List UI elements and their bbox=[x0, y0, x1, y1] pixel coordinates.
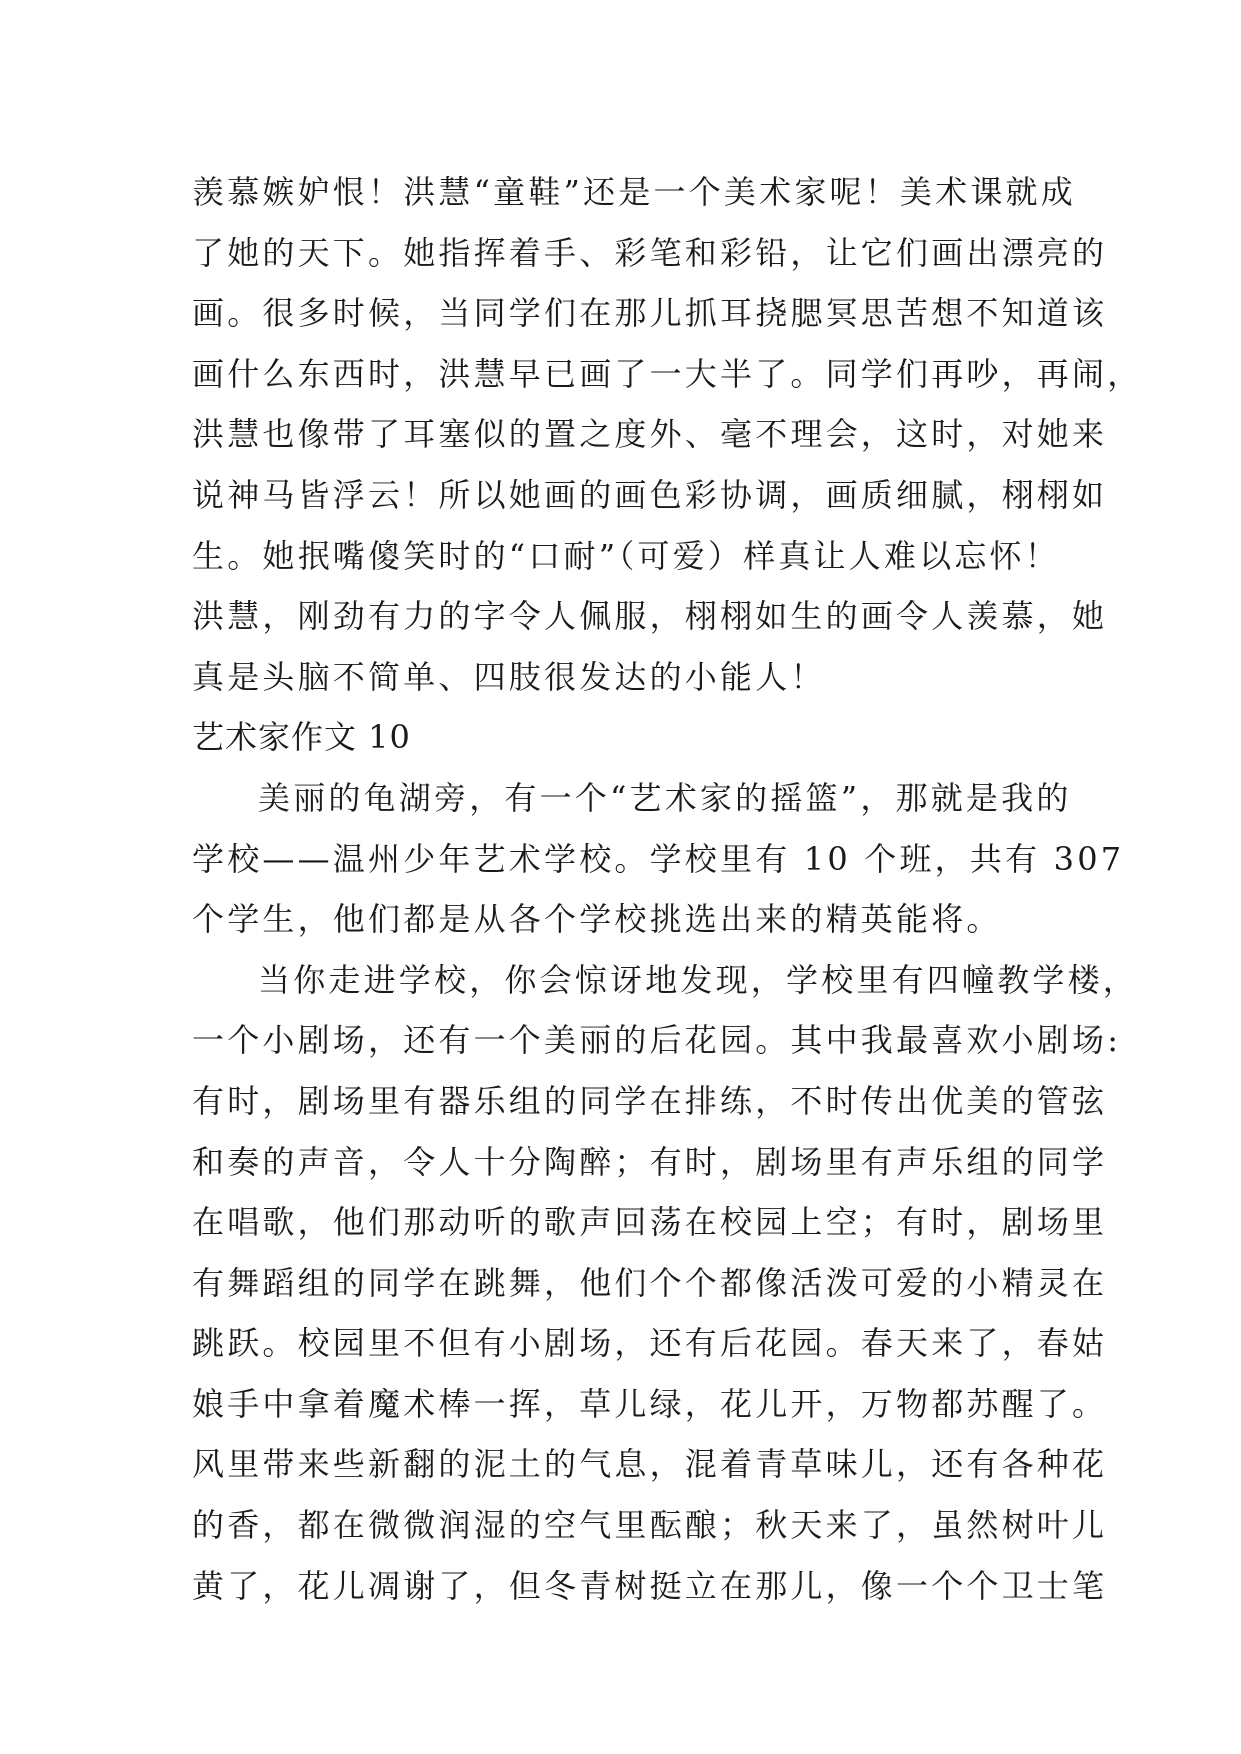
text-line: 有时，剧场里有器乐组的同学在排练，不时传出优美的管弦 bbox=[192, 1081, 1108, 1120]
text-line: 学校——温州少年艺术学校。学校里有 10 个班，共有 307 bbox=[192, 839, 1125, 878]
text-line: 的香，都在微微润湿的空气里酝酿；秋天来了，虽然树叶儿 bbox=[192, 1506, 1108, 1545]
text-line: 跳跃。校园里不但有小剧场，还有后花园。春天来了，春姑 bbox=[192, 1324, 1108, 1363]
text-line: 画。很多时候，当同学们在那儿抓耳挠腮冥思苦想不知道该 bbox=[192, 294, 1108, 333]
text-line: 娘手中拿着魔术棒一挥，草儿绿，花儿开，万物都苏醒了。 bbox=[192, 1384, 1108, 1423]
text-line: 生。她抿嘴傻笑时的“口耐”（可爱）样真让人难以忘怀！ bbox=[192, 536, 1060, 575]
text-line: 画什么东西时，洪慧早已画了一大半了。同学们再吵，再闹， bbox=[192, 354, 1143, 393]
text-line: 羡慕嫉妒恨！洪慧“童鞋”还是一个美术家呢！美术课就成 bbox=[192, 173, 1076, 211]
text-line: 了她的天下。她指挥着手、彩笔和彩铅，让它们画出漂亮的 bbox=[192, 233, 1108, 272]
text-line: 有舞蹈组的同学在跳舞，他们个个都像活泼可爱的小精灵在 bbox=[192, 1263, 1108, 1302]
text-line: 真是头脑不简单、四肢很发达的小能人！ bbox=[192, 657, 826, 696]
text-line: 洪慧也像带了耳塞似的置之度外、毫不理会，这时，对她来 bbox=[192, 415, 1108, 454]
text-line: 说神马皆浮云！所以她画的画色彩协调，画质细腻，栩栩如 bbox=[192, 475, 1108, 514]
text-line: 和奏的声音，令人十分陶醉；有时，剧场里有声乐组的同学 bbox=[192, 1142, 1108, 1181]
text-line: 在唱歌，他们那动听的歌声回荡在校园上空；有时，剧场里 bbox=[192, 1203, 1108, 1242]
text-line: 一个小剧场，还有一个美丽的后花园。其中我最喜欢小剧场: bbox=[192, 1021, 1122, 1060]
text-line: 黄了，花儿凋谢了，但冬青树挺立在那儿，像一个个卫士笔 bbox=[192, 1566, 1108, 1605]
text-line: 洪慧，刚劲有力的字令人佩服，栩栩如生的画令人羡慕，她 bbox=[192, 597, 1108, 636]
paragraph-first-line: 美丽的龟湖旁，有一个“艺术家的摇篮”，那就是我的 bbox=[258, 778, 1072, 817]
essay-text bbox=[192, 162, 1143, 1616]
section-heading: 艺术家作文 10 bbox=[192, 718, 411, 757]
paragraph-first-line: 当你走进学校，你会惊讶地发现，学校里有四幢教学楼， bbox=[258, 960, 1139, 999]
text-line: 个学生，他们都是从各个学校挑选出来的精英能将。 bbox=[192, 900, 1002, 939]
text-line: 风里带来些新翻的泥土的气息，混着青草味儿，还有各种花 bbox=[192, 1445, 1108, 1484]
